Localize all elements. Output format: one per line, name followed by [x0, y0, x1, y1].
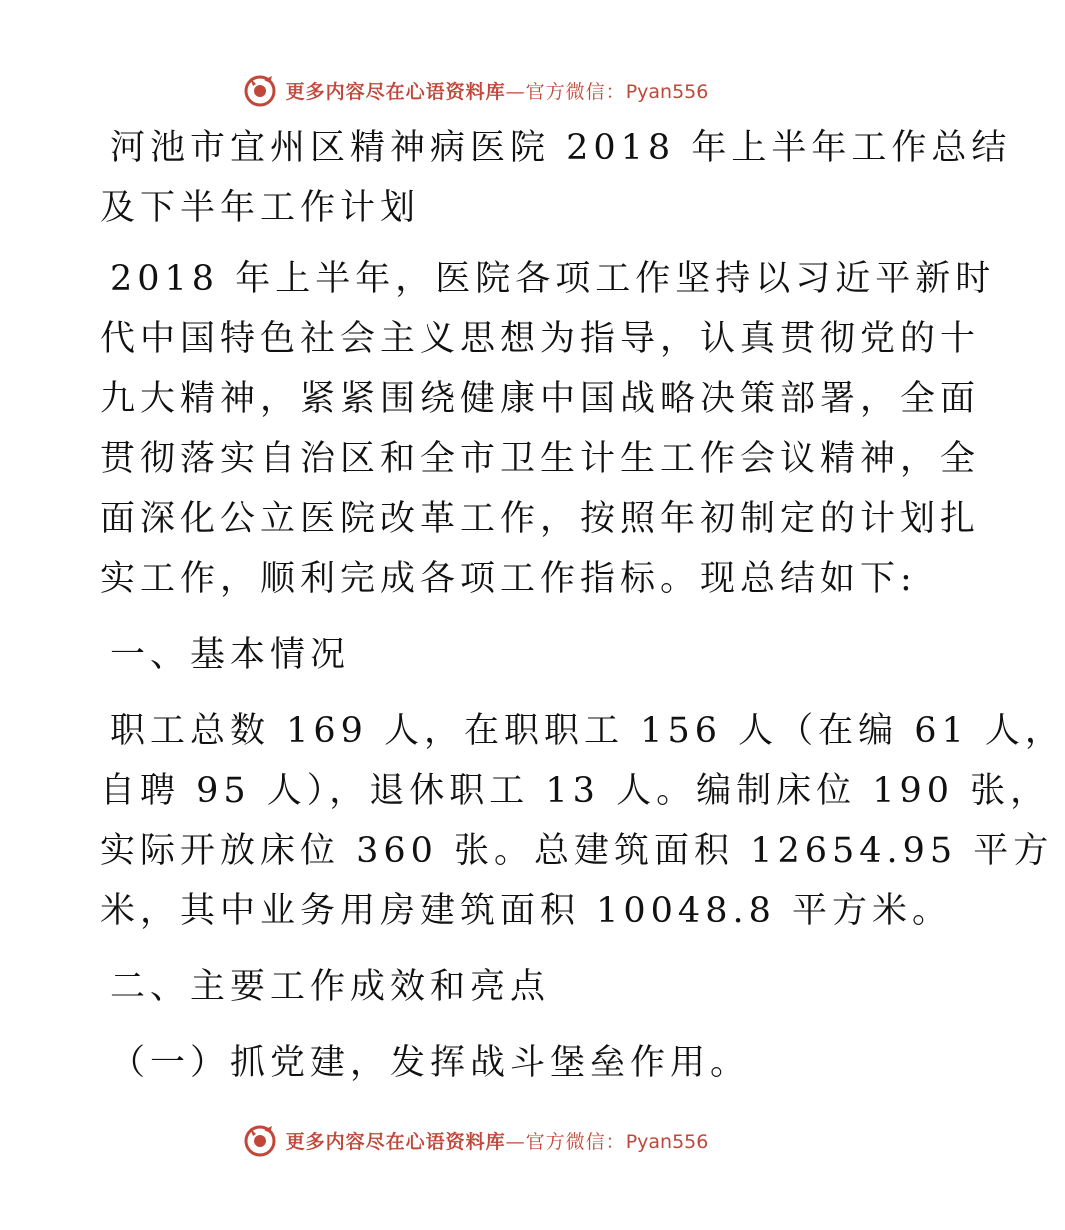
section-heading-basic: 一、基本情况: [110, 635, 351, 675]
intro-paragraph: [100, 249, 996, 609]
watermark-dash: —: [505, 1130, 526, 1153]
watermark-main-text: 更多内容尽在心语资料库: [285, 80, 506, 103]
basic-line-4: 米，其中业务用房建筑面积 10048.8 平方米。: [100, 891, 952, 931]
watermark-header: [0, 70, 950, 110]
document-title: [100, 118, 1012, 238]
section-heading-achievements: 二、主要工作成效和亮点: [110, 967, 551, 1007]
title-line-1: 河池市宜州区精神病医院 2018 年上半年工作总结: [110, 128, 1012, 168]
logo-icon: [242, 1122, 278, 1158]
basic-line-2: 自聘 95 人），退休职工 13 人。编制床位 190 张，: [100, 771, 1051, 811]
watermark-footer: [0, 1120, 950, 1160]
watermark-label: 官方微信：: [525, 1130, 626, 1153]
intro-line-3: 九大精神，紧紧围绕健康中国战略决策部署，全面: [100, 379, 981, 419]
subsection-heading-party: （一）抓党建，发挥战斗堡垒作用。: [110, 1043, 751, 1083]
watermark-main-text: 更多内容尽在心语资料库: [285, 1130, 506, 1153]
watermark-text: [286, 1127, 709, 1154]
intro-line-6: 实工作，顺利完成各项工作指标。现总结如下:: [100, 559, 917, 599]
watermark-wechat-id: Pyan556: [625, 1130, 709, 1153]
basic-line-3: 实际开放床位 360 张。总建筑面积 12654.95 平方: [100, 831, 1054, 871]
logo-icon: [242, 72, 278, 108]
intro-line-4: 贯彻落实自治区和全市卫生计生工作会议精神，全: [100, 439, 981, 479]
intro-line-2: 代中国特色社会主义思想为指导，认真贯彻党的十: [100, 319, 981, 359]
intro-line-5: 面深化公立医院改革工作，按照年初制定的计划扎: [100, 499, 981, 539]
watermark-label: 官方微信：: [525, 80, 626, 103]
basic-info-paragraph: [100, 701, 1065, 941]
intro-line-1: 2018 年上半年，医院各项工作坚持以习近平新时: [110, 259, 996, 299]
document-body: [100, 118, 1065, 1093]
basic-line-1: 职工总数 169 人，在职职工 156 人（在编 61 人，: [110, 711, 1065, 751]
watermark-dash: —: [505, 80, 526, 103]
watermark-wechat-id: Pyan556: [625, 80, 709, 103]
watermark-text: [286, 77, 709, 104]
title-line-2: 及下半年工作计划: [100, 188, 421, 228]
